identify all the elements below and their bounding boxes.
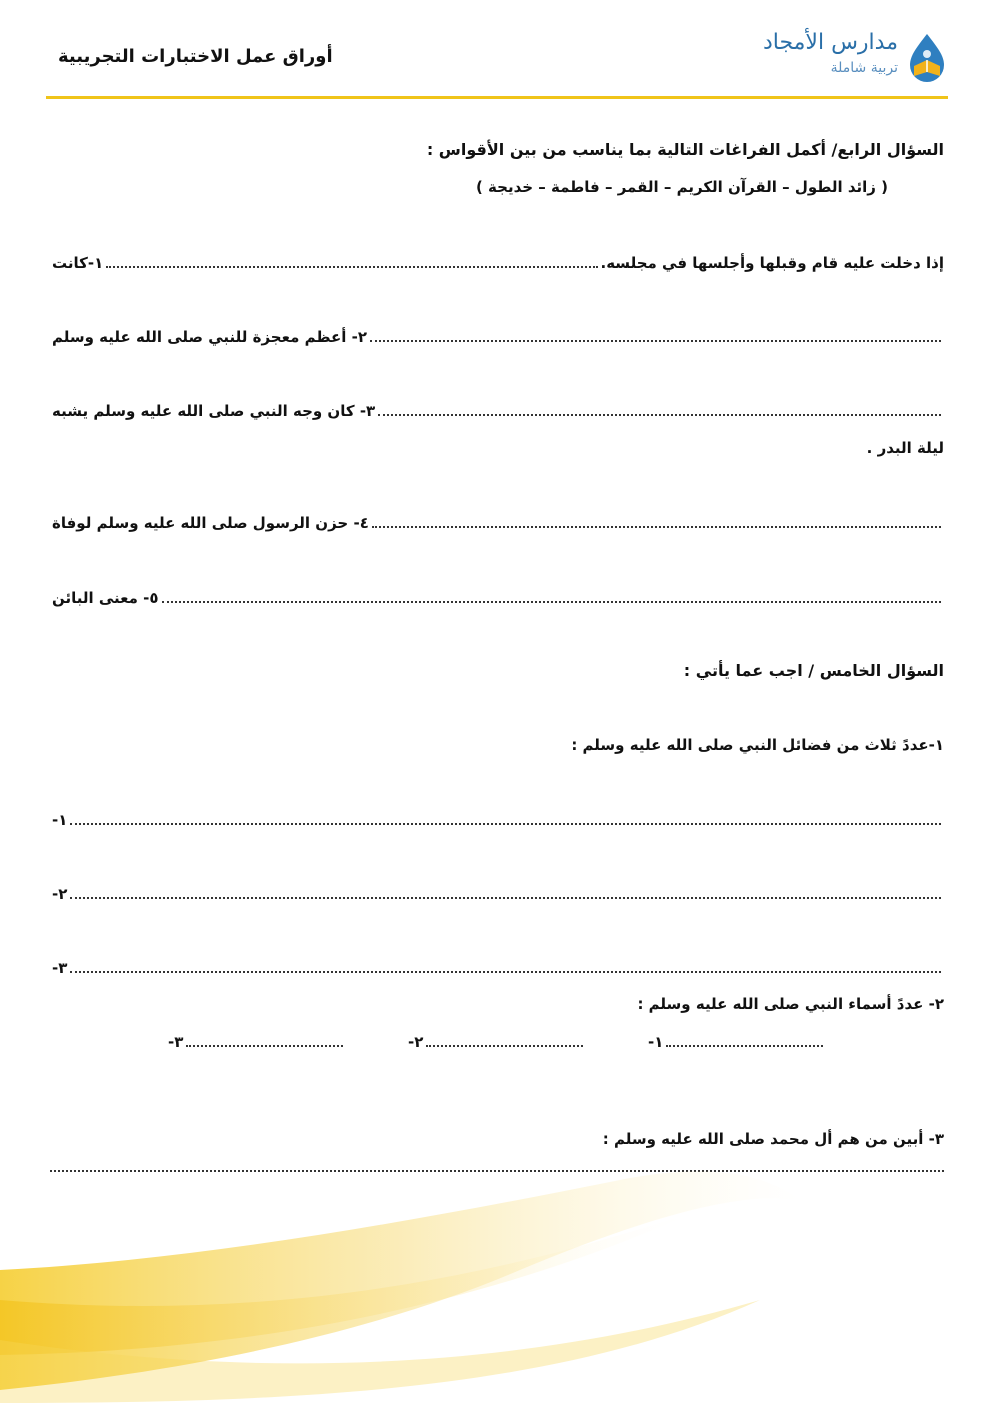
slot-number: ٢- bbox=[408, 1033, 424, 1051]
q4-item-5 bbox=[52, 589, 944, 607]
answer-blank[interactable] bbox=[106, 266, 597, 268]
header-divider bbox=[46, 96, 948, 99]
q4-item-1-before: ١-كانت bbox=[52, 254, 104, 272]
answer-blank[interactable] bbox=[70, 823, 941, 825]
answer-blank[interactable] bbox=[70, 971, 941, 973]
q5-sub1-line-2 bbox=[52, 885, 944, 903]
q4-item-5-text: ٥- معنى البائن bbox=[52, 589, 159, 607]
name-slot-3 bbox=[168, 1033, 346, 1051]
q5-sub3-prompt: ٣- أبين من هم أل محمد صلى الله عليه وسلم : bbox=[602, 1130, 944, 1148]
q4-item-1-after: إذا دخلت عليه قام وقبلها وأجلسها في مجلسه. bbox=[600, 254, 944, 272]
answer-blank[interactable] bbox=[372, 526, 941, 528]
logo-name: مدارس الأمجاد bbox=[762, 30, 898, 55]
answer-blank[interactable] bbox=[378, 414, 941, 416]
q4-item-2-text: ٢- أعظم معجزة للنبي صلى الله عليه وسلم bbox=[52, 328, 367, 346]
answer-blank[interactable] bbox=[186, 1045, 343, 1047]
q5-sub1-line-3 bbox=[52, 959, 944, 977]
q4-item-4 bbox=[52, 514, 944, 532]
answer-blank[interactable] bbox=[666, 1045, 823, 1047]
answer-blank[interactable] bbox=[426, 1045, 583, 1047]
q4-item-3 bbox=[52, 402, 944, 420]
q4-item-1 bbox=[52, 254, 944, 272]
logo-tagline: تربية شاملة bbox=[830, 60, 898, 76]
answer-blank[interactable] bbox=[70, 897, 941, 899]
q5-sub2-prompt: ٢- عددً أسماء النبي صلى الله عليه وسلم : bbox=[637, 995, 944, 1013]
q4-choices-text: ( زائد الطول – القرآن الكريم – القمر – فاطمة – خديجة ) bbox=[475, 178, 889, 196]
q5-sub1-prompt: ١-عددً ثلاث من فضائل النبي صلى الله عليه وسلم : bbox=[571, 736, 944, 754]
q4-item-3-text: ٣- كان وجه النبي صلى الله عليه وسلم يشبه bbox=[52, 402, 376, 420]
q5-heading: السؤال الخامس / اجب عما يأتي : bbox=[683, 661, 944, 680]
name-slot-2 bbox=[408, 1033, 586, 1051]
q4-item-3-continuation: ليلة البدر . bbox=[866, 439, 944, 457]
q4-item-4-text: ٤- حزن الرسول صلى الله عليه وسلم لوفاة bbox=[52, 514, 369, 532]
name-slot-1 bbox=[648, 1033, 826, 1051]
q4-heading: السؤال الرابع/ أكمل الفراغات التالية بما يناسب من بين الأقواس : bbox=[426, 140, 944, 159]
q5-sub1-line-1 bbox=[52, 811, 944, 829]
decorative-swoosh bbox=[0, 1140, 992, 1403]
answer-blank[interactable] bbox=[370, 340, 941, 342]
page-title: أوراق عمل الاختبارات التجريبية bbox=[58, 46, 333, 67]
q4-item-2 bbox=[52, 328, 944, 346]
answer-blank[interactable] bbox=[162, 601, 941, 603]
q4-choices bbox=[0, 178, 992, 196]
slot-number: ٣- bbox=[168, 1033, 184, 1051]
drop-book-logo-icon bbox=[906, 32, 948, 84]
line-number: ٣- bbox=[52, 959, 68, 977]
line-number: ١- bbox=[52, 811, 68, 829]
line-number: ٢- bbox=[52, 885, 68, 903]
slot-number: ١- bbox=[648, 1033, 664, 1051]
school-logo bbox=[728, 30, 948, 90]
